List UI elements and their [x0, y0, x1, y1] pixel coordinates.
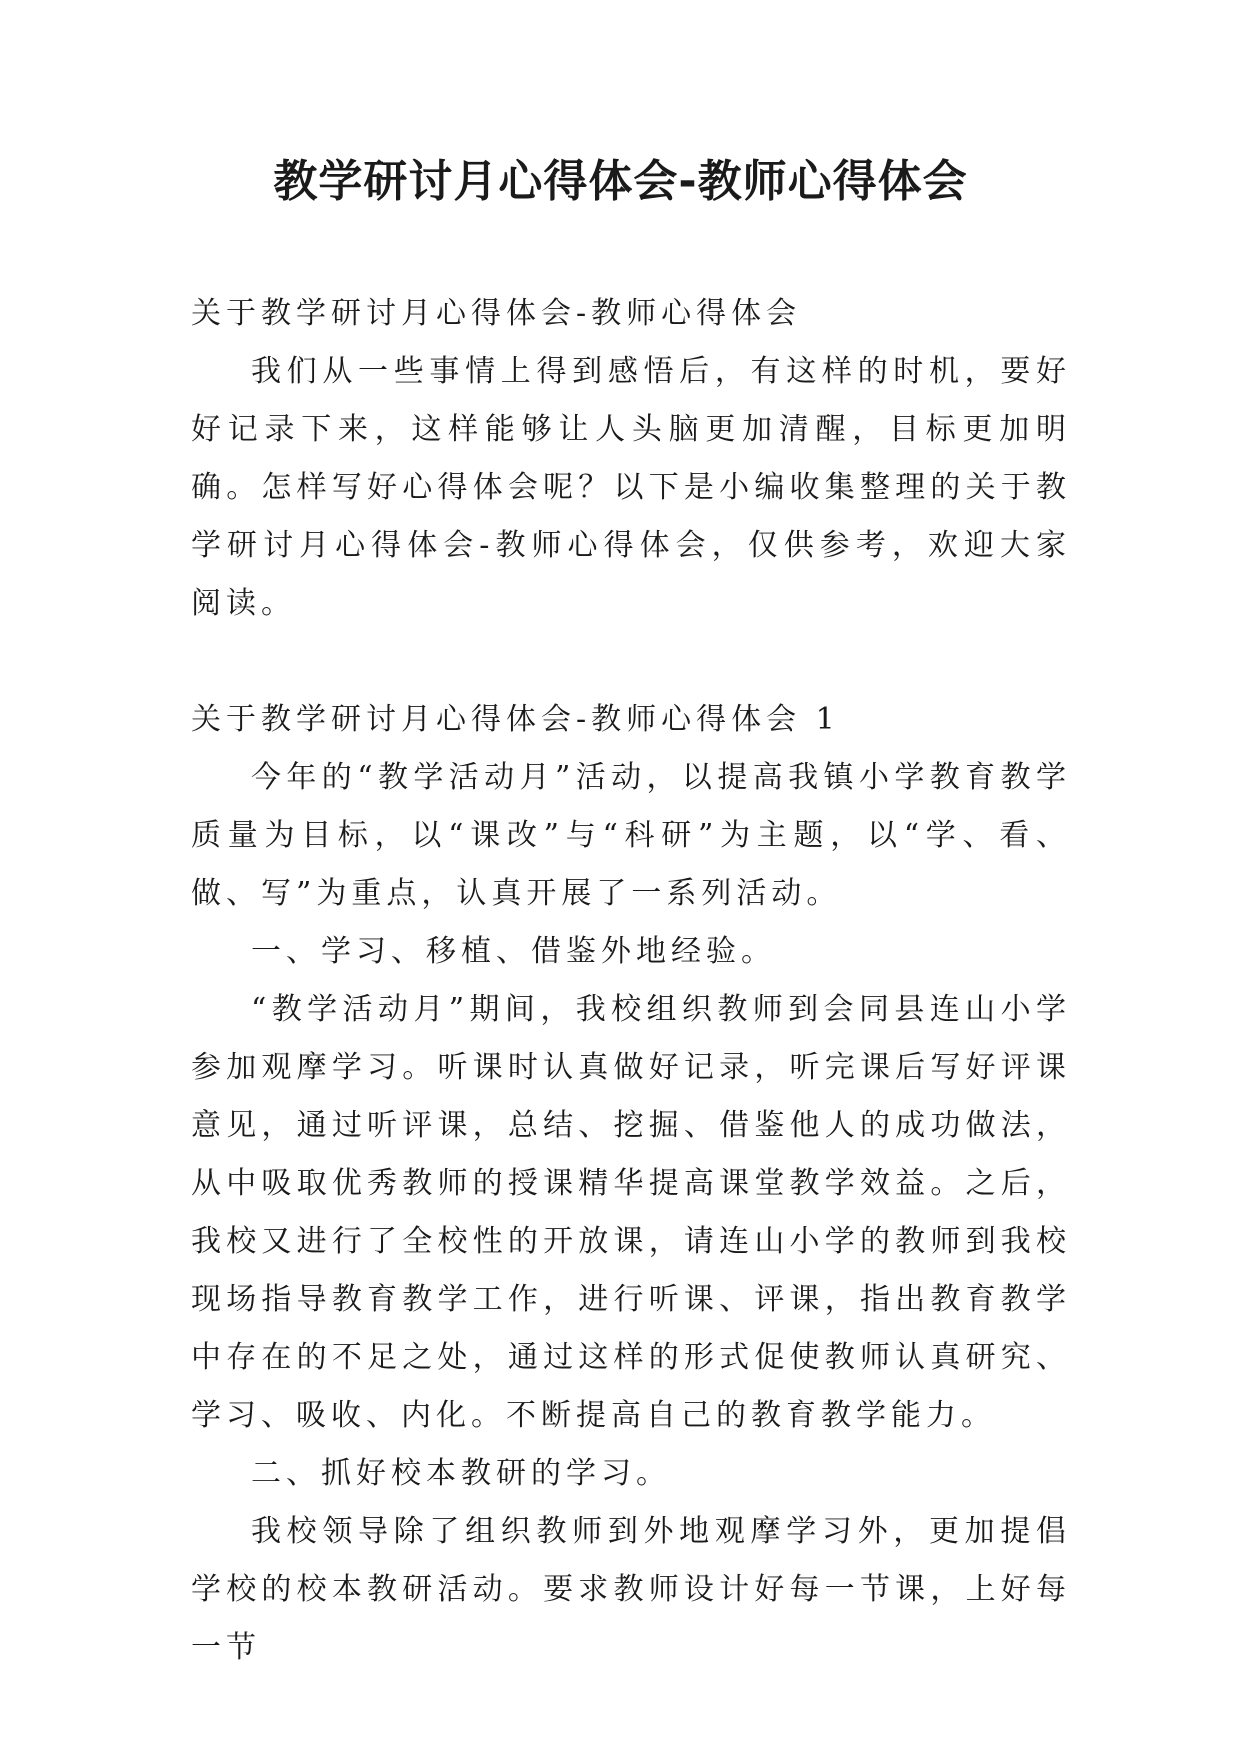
subheading-paragraph: 二、抓好校本教研的学习。	[251, 1456, 671, 1491]
document-body	[191, 285, 1071, 1677]
intro-paragraph: 我们从一些事情上得到感悟后，有这样的时机，要好好记录下来，这样能够让人头脑更加清醒，目标更加明确。怎样写好心得体会呢？以下是小编收集整理的关于教学研讨月心得体会-教师心得体会，仅供参考，欢迎大家阅读。	[191, 354, 1071, 621]
body-paragraph: 我校领导除了组织教师到外地观摩学习外，更加提倡学校的校本教研活动。要求教师设计好每一节课，上好每一节	[191, 1514, 1071, 1665]
subheading-paragraph: 一、学习、移植、借鉴外地经验。	[251, 934, 776, 969]
document-title: 教学研讨月心得体会-教师心得体会	[273, 156, 968, 207]
body-paragraph: “教学活动月”期间，我校组织教师到会同县连山小学参加观摩学习。听课时认真做好记录，听完课后写好评课意见，通过听评课，总结、挖掘、借鉴他人的成功做法，从中吸取优秀教师的授课精华提高课堂教学效益。之后，我校又进行了全校性的开放课，请连山小学的教师到我校现场指导教育教学工作，进行听课、评课，指出教育教学中存在的不足之处，通过这样的形式促使教师认真研究、学习、吸收、内化。不断提高自己的教育教学能力。	[191, 992, 1071, 1433]
body-paragraph: 今年的“教学活动月”活动，以提高我镇小学教育教学质量为目标，以“课改”与“科研”为主题，以“学、看、做、写”为重点，认真开展了一系列活动。	[191, 760, 1071, 911]
section-spacer	[191, 633, 1071, 691]
intro-heading: 关于教学研讨月心得体会-教师心得体会	[191, 296, 802, 331]
section-heading: 关于教学研讨月心得体会-教师心得体会 1	[191, 702, 840, 737]
